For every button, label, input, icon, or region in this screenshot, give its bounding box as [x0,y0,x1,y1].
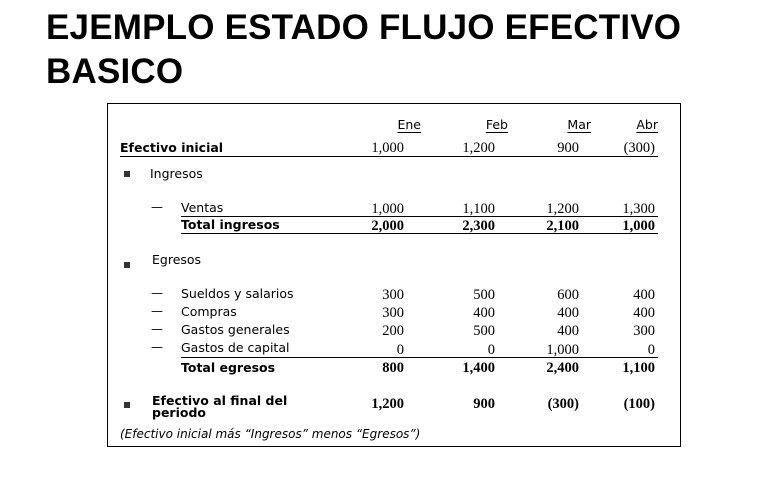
final-cash-label: Efectivo al final del [152,393,288,408]
divider-line [181,357,658,358]
month-header-abr: Abr [636,117,658,132]
total-income-abr: 1,000 [622,218,655,234]
final-cash-mar: (300) [547,396,579,412]
month-header-ene: Ene [397,117,421,132]
expense-row-mar: 400 [557,305,579,321]
total-expenses-label: Total egresos [181,360,276,375]
income-row-feb: 1,100 [462,201,495,217]
expense-row-abr: 300 [633,323,655,339]
page-title: EJEMPLO ESTADO FLUJO EFECTIVO BASICO [46,8,682,91]
expense-row-abr: 400 [633,287,655,303]
total-income-ene: 2,000 [371,218,404,234]
total-expenses-mar: 2,400 [546,360,579,376]
expense-row-ene: 300 [382,305,404,321]
expense-row-label: Sueldos y salarios [181,286,294,301]
expense-row-ene: 0 [396,342,404,358]
expense-row-mar: 1,000 [546,342,579,358]
expenses-section-label: Egresos [152,252,202,267]
expense-row-feb: 0 [487,342,495,358]
dash-icon: — [151,322,163,336]
total-expenses-ene: 800 [382,360,404,376]
divider-line [120,156,658,157]
cash-flow-table [107,103,681,447]
expense-row-feb: 500 [473,287,495,303]
total-income-mar: 2,100 [546,218,579,234]
bullet-icon [124,262,130,268]
expense-row-abr: 400 [633,305,655,321]
dash-icon: — [151,340,163,354]
income-row-mar: 1,200 [546,201,579,217]
income-row-ene: 1,000 [371,201,404,217]
expense-row-abr: 0 [647,342,655,358]
initial-cash-mar: 900 [557,140,579,156]
dash-icon: — [151,286,163,300]
initial-cash-ene: 1,000 [371,140,404,156]
expense-row-ene: 300 [382,287,404,303]
total-expenses-feb: 1,400 [462,360,495,376]
final-cash-abr: (100) [623,396,655,412]
month-header-feb: Feb [485,117,508,132]
total-income-label: Total ingresos [181,217,280,232]
footnote: (Efectivo inicial más “Ingresos” menos “Egresos”) [120,427,421,441]
initial-cash-abr: (300) [623,140,655,156]
expense-row-mar: 600 [557,287,579,303]
dash-icon: — [151,200,163,214]
final-cash-label-cont: periodo [152,405,206,420]
expense-row-label: Gastos generales [181,322,290,337]
income-section-label: Ingresos [150,166,203,181]
month-header-mar: Mar [567,117,591,132]
expense-row-label: Gastos de capital [181,340,290,355]
income-row-abr: 1,300 [622,201,655,217]
expense-row-label: Compras [181,304,237,319]
final-cash-ene: 1,200 [371,396,404,412]
bullet-icon [124,402,130,408]
bullet-icon [124,171,130,177]
divider-line [181,233,658,234]
initial-cash-label: Efectivo inicial [120,140,224,155]
final-cash-feb: 900 [473,396,495,412]
expense-row-feb: 500 [473,323,495,339]
expense-row-mar: 400 [557,323,579,339]
initial-cash-feb: 1,200 [462,140,495,156]
total-income-feb: 2,300 [462,218,495,234]
income-row-label: Ventas [181,200,224,215]
dash-icon: — [151,304,163,318]
expense-row-ene: 200 [382,323,404,339]
total-expenses-abr: 1,100 [622,360,655,376]
expense-row-feb: 400 [473,305,495,321]
